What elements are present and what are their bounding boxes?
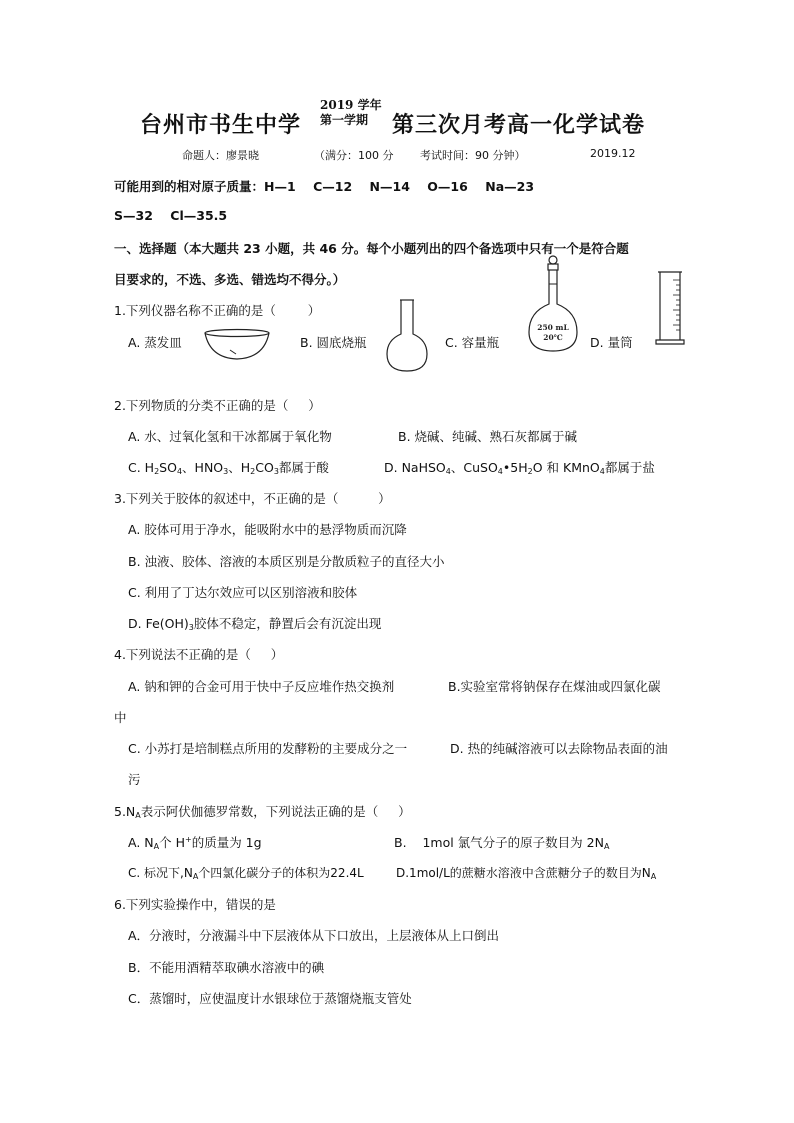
question-4-option-b: B.实验室常将钠保存在煤油或四氯化碳	[448, 679, 661, 694]
question-1-option-b: B. 圆底烧瓶	[300, 335, 367, 350]
semester: 第一学期	[320, 113, 369, 127]
question-5-stem: $5.N_A$表示阿伏伽德罗常数，下列说法正确的是（ ）	[114, 804, 411, 820]
question-1-option-d: D. 量筒	[590, 335, 633, 350]
question-5-option-b: B. 1mol 氯气分子的原子数目为 $2N_A$	[394, 835, 610, 851]
question-6-option-b: B．不能用酒精萃取碘水溶液中的碘	[128, 960, 325, 975]
question-4-stem: 4.下列说法不正确的是（ ）	[114, 647, 284, 662]
question-2-option-b: B. 烧碱、纯碱、熟石灰都属于碱	[398, 429, 578, 444]
exam-title: 第三次月考高一化学试卷	[392, 112, 646, 138]
author: 命题人：廖景晓	[182, 149, 259, 162]
question-4-option-a: A. 钠和钾的合金可用于快中子反应堆作热交换剂	[128, 679, 395, 694]
question-6-option-a: A．分液时，分液漏斗中下层液体从下口放出，上层液体从上口倒出	[128, 928, 500, 943]
volumetric-flask-volume-label: 250 mL	[537, 323, 569, 332]
question-6-stem: 6.下列实验操作中，错误的是	[114, 897, 276, 912]
question-1-stem: 1.下列仪器名称不正确的是（ ）	[114, 303, 321, 318]
question-2-option-a: A. 水、过氧化氢和干冰都属于氧化物	[128, 429, 332, 444]
graduated-cylinder-icon	[653, 270, 687, 346]
full-score: （满分：100 分	[314, 149, 394, 162]
question-4-option-d-continued: 污	[128, 772, 141, 787]
school-year: 2019 学年	[320, 98, 382, 112]
question-5-option-c: C. 标况下$,N_A$个四氯化碳分子的体积为22.4L	[128, 866, 364, 881]
question-2-stem: 2.下列物质的分类不正确的是（ ）	[114, 398, 321, 413]
volumetric-flask-icon	[526, 254, 580, 356]
section-heading-line2: 目要求的，不选、多选、错选均不得分。）	[114, 272, 346, 287]
atomic-masses-line1: 可能用到的相对原子质量：H—1 C—12 N—14 O—16 Na—23	[114, 179, 535, 194]
evaporating-dish-icon	[202, 328, 272, 362]
school-name: 台州市书生中学	[140, 112, 302, 138]
exam-date: 2019.12	[590, 147, 636, 160]
question-5-option-d: D.1mol/L的蔗糖水溶液中含蔗糖分子的数目为$N_A$	[396, 866, 657, 881]
question-3-stem: 3.下列关于胶体的叙述中，不正确的是（ ）	[114, 491, 391, 506]
question-3-option-c: C. 利用了丁达尔效应可以区别溶液和胶体	[128, 585, 358, 600]
question-2-option-c: C. $H_2SO_4$、$HNO_3$、$H_2CO_3$都属于酸	[128, 460, 329, 476]
atomic-masses-line2: S—32 Cl—35.5	[114, 208, 228, 223]
question-1-option-c: C. 容量瓶	[445, 335, 500, 350]
question-4-option-b-continued: 中	[114, 710, 127, 725]
question-6-option-c: C．蒸馏时，应使温度计水银球位于蒸馏烧瓶支管处	[128, 991, 412, 1006]
round-bottom-flask-icon	[384, 298, 430, 374]
volumetric-flask-temp-label: 20℃	[543, 333, 563, 342]
section-heading-line1: 一、选择题（本大题共 23 小题，共 46 分。每个小题列出的四个备选项中只有一个是符合题	[114, 241, 629, 256]
question-2-option-d: D. NaHSO$_4$、$CuSO_4•5H_2O$ 和 KMnO$_4$都属于盐	[384, 460, 655, 476]
question-4-option-d: D. 热的纯碱溶液可以去除物品表面的油	[450, 741, 668, 756]
exam-time: 考试时间：90 分钟）	[420, 149, 526, 162]
question-5-option-a: A. $N_A$个 H+的质量为 1g	[128, 835, 262, 851]
question-3-option-b: B. 浊液、胶体、溶液的本质区别是分散质粒子的直径大小	[128, 554, 445, 569]
question-3-option-a: A. 胶体可用于净水，能吸附水中的悬浮物质而沉降	[128, 522, 407, 537]
question-1-option-a: A. 蒸发皿	[128, 335, 182, 350]
question-3-option-d: D. $Fe(OH)_3$胶体不稳定，静置后会有沉淀出现	[128, 616, 382, 632]
question-4-option-c: C. 小苏打是培制糕点所用的发酵粉的主要成分之一	[128, 741, 408, 756]
